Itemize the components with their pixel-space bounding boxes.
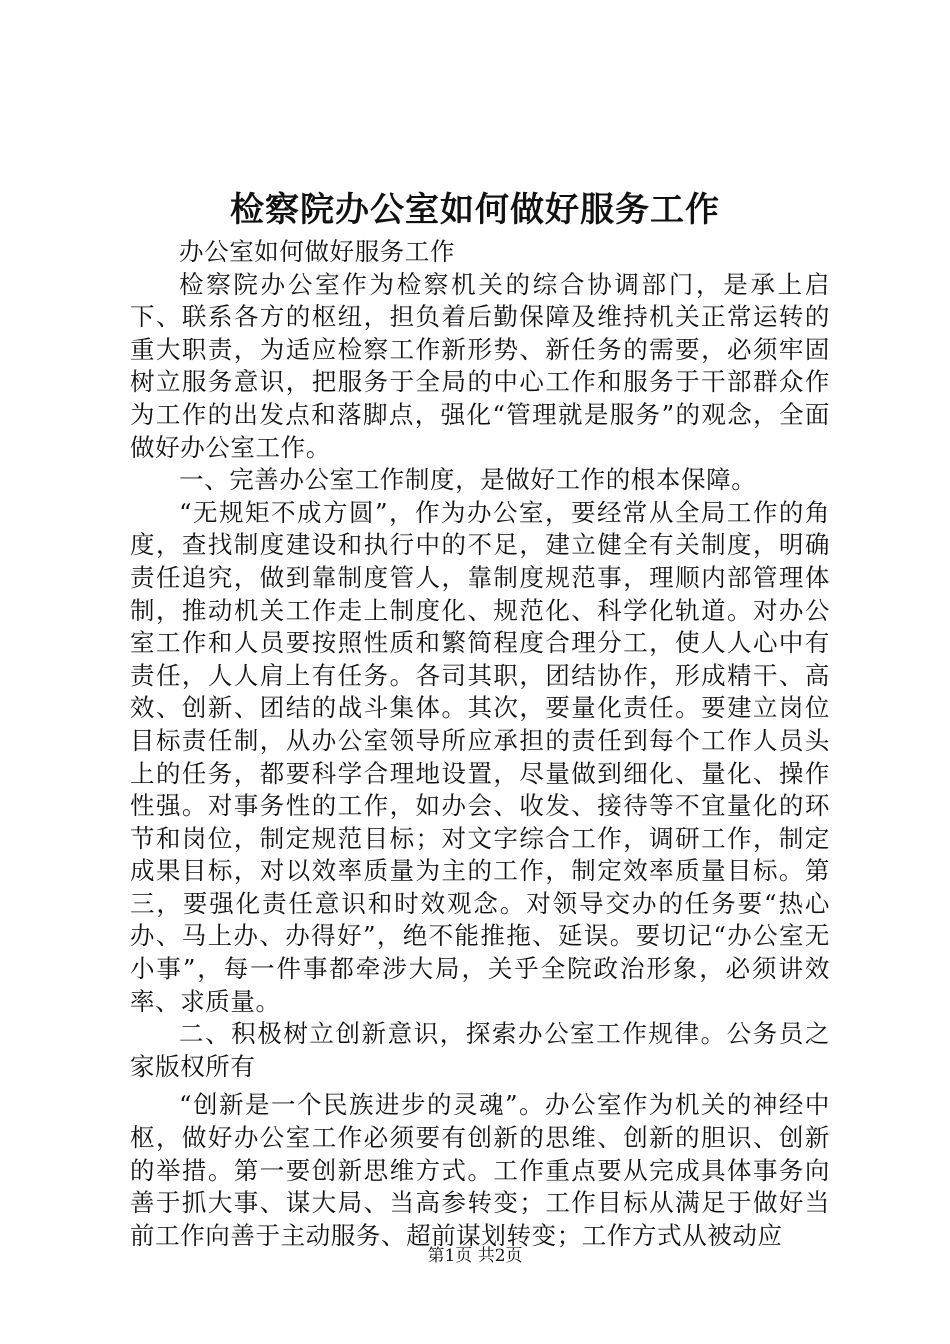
intro-paragraph: 检察院办公室作为检察机关的综合协调部门，是承上启下、联系各方的枢纽，担负着后勤保障及维持机关正常运转的重大职责，为适应检察工作新形势、新任务的需要，必须牢固树立服务意识，把服务于全局的中心工作和服务于干部群众作为工作的出发点和落脚点，强化“管理就是服务”的观念，全面做好办公室工作。	[130, 269, 830, 462]
section-heading-1: 一、完善办公室工作制度，是做好工作的根本保障。	[179, 465, 757, 495]
subtitle-paragraph: 办公室如何做好服务工作	[179, 237, 456, 266]
document-title: 检察院办公室如何做好服务工作	[230, 190, 720, 230]
page-number-footer: 第1页 共2页	[427, 1246, 523, 1266]
section-2-paragraph: “创新是一个民族进步的灵魂”。办公室作为机关的神经中枢，做好办公室工作必须要有创新的思维、创新的胆识、创新的举措。第一要创新思维方式。工作重点要从完成具体事务向善于抓大事、谋大局、当高参转变；工作目标从满足于做好当前工作向善于主动服务、超前谋划转变；工作方式从被动应	[130, 1090, 830, 1250]
document-body	[130, 236, 830, 1252]
section-1-paragraph: “无规矩不成方圆”，作为办公室，要经常从全局工作的角度，查找制度建设和执行中的不足，建立健全有关制度，明确责任追究，做到靠制度管人，靠制度规范事，理顺内部管理体制，推动机关工作走上制度化、规范化、科学化轨道。对办公室工作和人员要按照性质和繁简程度合理分工，使人人心中有责任，人人肩上有任务。各司其职，团结协作，形成精干、高效、创新、团结的战斗集体。其次，要量化责任。要建立岗位目标责任制，从办公室领导所应承担的责任到每个工作人员头上的任务，都要科学合理地设置，尽量做到细化、量化、操作性强。对事务性的工作，如办会、收发、接待等不宜量化的环节和岗位，制定规范目标；对文字综合工作，调研工作，制定成果目标，对以效率质量为主的工作，制定效率质量目标。第三，要强化责任意识和时效观念。对领导交办的任务要“热心办、马上办、办得好”，绝不能推拖、延误。要切记“办公室无小事”，每一件事都牵涉大局，关乎全院政治形象，必须讲效率、求质量。	[130, 497, 830, 1016]
section-heading-2: 二、积极树立创新意识，探索办公室工作规律。公务员之家版权所有	[130, 1019, 830, 1081]
